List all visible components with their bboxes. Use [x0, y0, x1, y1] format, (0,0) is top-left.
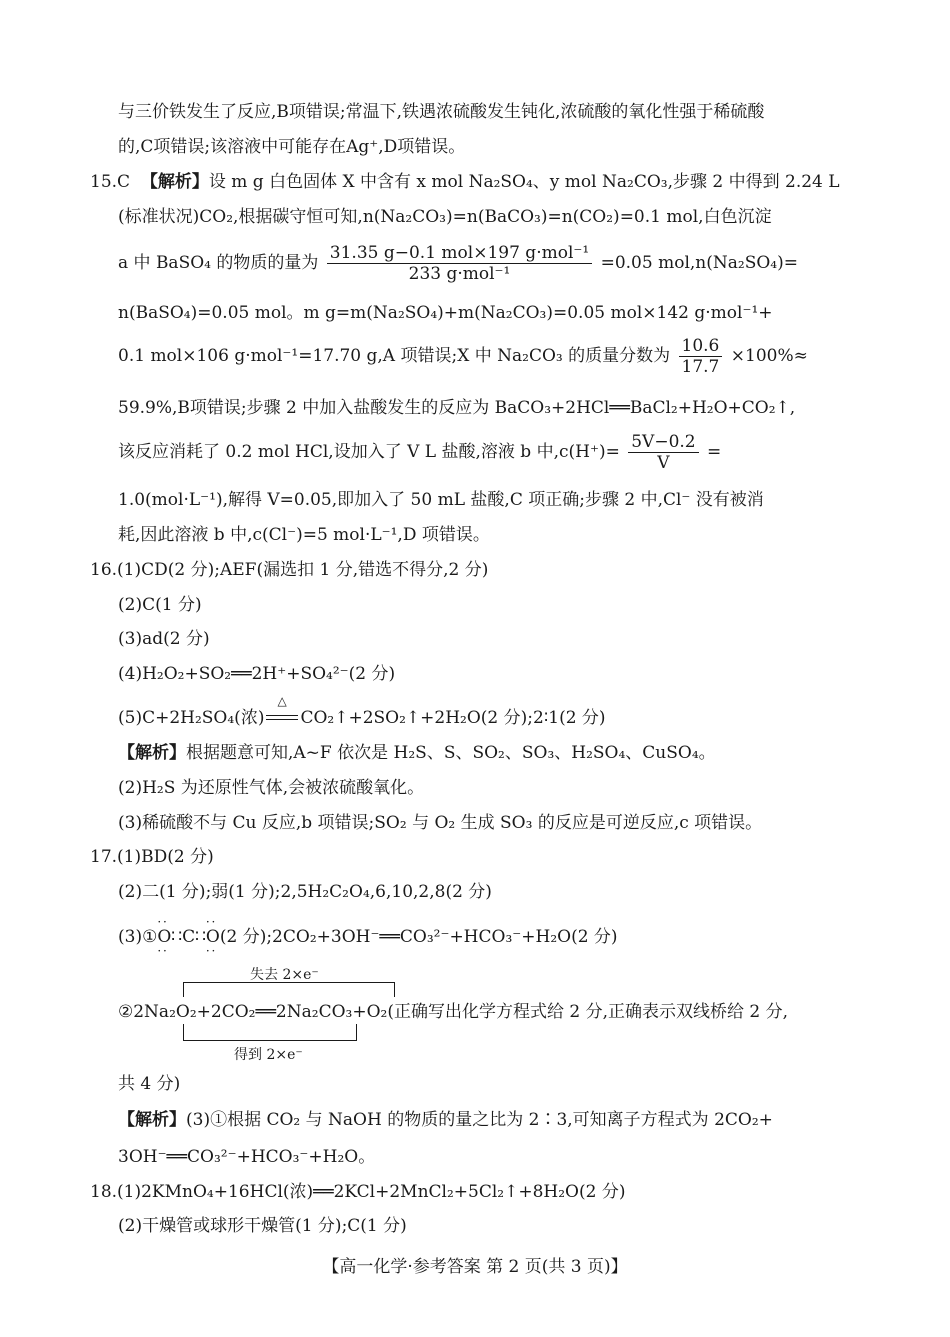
fraction	[327, 243, 592, 284]
q16-line: 16.(1)CD(2 分);AEF(漏选扣 1 分,错选不得分,2 分)	[90, 560, 489, 580]
q15-fraction-line	[118, 336, 808, 377]
text-line: n(BaSO₄)=0.05 mol。m g=m(Na₂SO₄)+m(Na₂CO₃)=0.05 mol×142 g·mol⁻¹+	[118, 303, 773, 323]
text-segment: ×100%≈	[730, 346, 808, 366]
heating-double-line	[264, 694, 300, 730]
q18-line: 18.(1)2KMnO₄+16HCl(浓)══2KCl+2MnCl₂+5Cl₂↑+8H₂O(2 分)	[90, 1182, 626, 1202]
q17-bridge-equation: ②2Na₂O₂+2CO₂══2Na₂CO₃+O₂(正确写出化学方程式给 2 分,正确表示双线桥给 2 分,	[118, 1002, 789, 1022]
page-footer: 【高一化学·参考答案 第 2 页(共 3 页)】	[322, 1257, 628, 1277]
text-segment: (3)①	[118, 927, 158, 947]
text-line: 耗,因此溶液 b 中,c(Cl⁻)=5 mol·L⁻¹,D 项错误。	[118, 525, 490, 545]
electron-lose-label: 失去 2×e⁻	[250, 967, 319, 983]
text-line: 3OH⁻══CO₃²⁻+HCO₃⁻+H₂O。	[118, 1147, 376, 1167]
text-line: (2)干燥管或球形干燥管(1 分);C(1 分)	[118, 1216, 407, 1236]
text-segment: ∷C∷	[171, 927, 206, 947]
q15-text: 设 m g 白色固体 X 中含有 x mol Na₂SO₄、y mol Na₂CO₃,步骤 2 中得到 2.24 L	[208, 172, 840, 192]
fraction-denominator: V	[657, 453, 670, 473]
double-bridge-top	[183, 982, 395, 997]
analysis-label: 【解析】	[140, 172, 209, 192]
text-line: (3)稀硫酸不与 Cu 反应,b 项错误;SO₂ 与 O₂ 生成 SO₃ 的反应是可逆反应,c 项错误。	[118, 813, 763, 833]
text-segment: (3)①根据 CO₂ 与 NaOH 的物质的量之比为 2∶3,可知离子方程式为 2CO₂+	[186, 1110, 773, 1130]
q15-fraction-line	[118, 243, 798, 284]
text-segment: a 中 BaSO₄ 的物质的量为	[118, 253, 319, 273]
text-line: 1.0(mol·L⁻¹),解得 V=0.05,即加入了 50 mL 盐酸,C 项正确;步骤 2 中,Cl⁻ 没有被消	[118, 490, 764, 510]
electron-gain-label: 得到 2×e⁻	[234, 1047, 303, 1063]
fraction-numerator: 5V−0.2	[628, 432, 698, 453]
text-segment: =	[707, 442, 722, 462]
fraction-numerator: 31.35 g−0.1 mol×197 g·mol⁻¹	[327, 243, 592, 264]
analysis-label: 【解析】	[118, 743, 186, 763]
fraction-numerator: 10.6	[679, 336, 723, 357]
q16-analysis-line	[118, 741, 716, 765]
q15-number: 15.C	[90, 172, 131, 192]
q17-line: 17.(1)BD(2 分)	[90, 847, 214, 867]
fraction-denominator: 233 g·mol⁻¹	[408, 264, 511, 284]
electron-dots-oxygen: · · O · ·	[157, 925, 171, 949]
text-segment: (5)C+2H₂SO₄(浓)	[118, 708, 265, 728]
q16-5-line	[118, 694, 606, 730]
analysis-label: 【解析】	[118, 1110, 186, 1130]
text-line: 59.9%,B项错误;步骤 2 中加入盐酸发生的反应为 BaCO₃+2HCl══BaCl₂+H₂O+CO₂↑,	[118, 398, 796, 418]
text-line: (2)二(1 分);弱(1 分);2,5H₂C₂O₄,6,10,2,8(2 分)	[118, 882, 492, 902]
q17-3-line	[118, 925, 618, 949]
text-line: 与三价铁发生了反应,B项错误;常温下,铁遇浓硫酸发生钝化,浓硫酸的氧化性强于稀硫酸	[118, 102, 765, 122]
text-line: (2)H₂S 为还原性气体,会被浓硫酸氧化。	[118, 778, 425, 798]
text-line: (标准状况)CO₂,根据碳守恒可知,n(Na₂CO₃)=n(BaCO₃)=n(CO₂)=0.1 mol,白色沉淀	[118, 207, 772, 227]
text-segment: 根据题意可知,A~F 依次是 H₂S、S、SO₂、SO₃、H₂SO₄、CuSO₄。	[186, 743, 716, 763]
fraction	[679, 336, 723, 377]
text-line: (3)ad(2 分)	[118, 629, 210, 649]
text-segment: CO₂↑+2SO₂↑+2H₂O(2 分);2∶1(2 分)	[300, 708, 606, 728]
text-line: (2)C(1 分)	[118, 595, 202, 615]
heat-symbol: △	[277, 694, 287, 708]
text-line: (4)H₂O₂+SO₂══2H⁺+SO₄²⁻(2 分)	[118, 664, 396, 684]
text-segment: 该反应消耗了 0.2 mol HCl,设加入了 V L 盐酸,溶液 b 中,c(H⁺)=	[118, 442, 620, 462]
text-line: 共 4 分)	[118, 1074, 181, 1094]
q15-line	[90, 170, 840, 194]
text-segment: 0.1 mol×106 g·mol⁻¹=17.70 g,A 项错误;X 中 Na₂CO₃ 的质量分数为	[118, 346, 671, 366]
q15-fraction-line	[118, 432, 721, 473]
text-segment: =0.05 mol,n(Na₂SO₄)=	[600, 253, 798, 273]
fraction-denominator: 17.7	[681, 357, 720, 377]
fraction	[628, 432, 698, 473]
q17-analysis-line	[118, 1108, 773, 1132]
electron-dots-oxygen: · · O · ·	[206, 925, 220, 949]
double-bridge-bottom	[183, 1024, 357, 1041]
text-line: 的,C项错误;该溶液中可能存在Ag⁺,D项错误。	[118, 137, 466, 157]
text-segment: (2 分);2CO₂+3OH⁻══CO₃²⁻+HCO₃⁻+H₂O(2 分)	[219, 927, 618, 947]
